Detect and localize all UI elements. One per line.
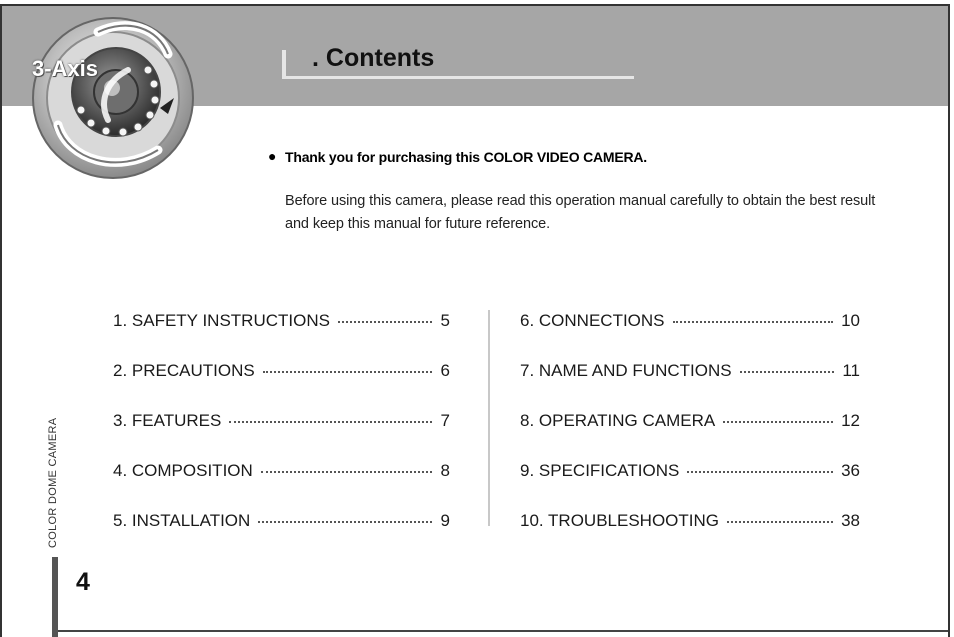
toc-entry[interactable]	[113, 356, 450, 381]
intro-bullet-icon: ●	[268, 148, 277, 164]
toc-entry-label: 8. OPERATING CAMERA	[520, 411, 716, 430]
toc-entry-label: 3. FEATURES	[113, 411, 222, 430]
toc-entry[interactable]	[113, 306, 450, 331]
toc-entry-label: 7. NAME AND FUNCTIONS	[520, 361, 732, 380]
logo-label: 3-Axis	[32, 56, 99, 81]
toc-entry[interactable]	[113, 506, 450, 531]
toc-entry-label: 6. CONNECTIONS	[520, 311, 665, 330]
page-number: 4	[76, 568, 90, 596]
toc-leader-dots	[687, 471, 833, 473]
three-axis-camera-logo-icon	[28, 10, 198, 180]
page-title-block	[282, 46, 634, 78]
toc-entry-label: 10. TROUBLESHOOTING	[520, 511, 720, 530]
toc-entry-page: 6	[440, 361, 450, 380]
intro-paragraph: Before using this camera, please read this operation manual carefully to obtain the best result and keep this manual for future reference.	[285, 193, 876, 232]
toc-entry-page: 5	[440, 311, 450, 330]
frame-right-border	[948, 4, 950, 637]
toc-leader-dots	[740, 371, 835, 373]
toc-entry-page: 12	[841, 411, 860, 430]
toc-right-column	[520, 306, 860, 556]
toc-entry-page: 9	[440, 511, 450, 530]
toc-leader-dots	[338, 321, 432, 323]
toc-entry-page: 11	[842, 361, 860, 380]
toc-column-divider	[488, 310, 490, 526]
toc-left-column	[113, 306, 450, 556]
toc-entry[interactable]	[520, 506, 860, 531]
toc-leader-dots	[673, 321, 834, 323]
toc-entry[interactable]	[113, 456, 450, 481]
toc-leader-dots	[263, 371, 432, 373]
toc-entry-label: 9. SPECIFICATIONS	[520, 461, 680, 480]
toc-entry-label: 5. INSTALLATION	[113, 511, 251, 530]
toc-leader-dots	[229, 421, 432, 423]
toc-entry-page: 7	[440, 411, 450, 430]
toc-leader-dots	[727, 521, 833, 523]
toc-entry[interactable]	[113, 406, 450, 431]
toc-entry[interactable]	[520, 356, 860, 381]
intro-heading: Thank you for purchasing this COLOR VIDEO CAMERA.	[285, 149, 647, 165]
toc-entry[interactable]	[520, 456, 860, 481]
title-underline	[282, 76, 634, 79]
toc-entry-label: 4. COMPOSITION	[113, 461, 253, 480]
toc-entry[interactable]	[520, 306, 860, 331]
toc-leader-dots	[723, 421, 833, 423]
toc-entry-label: 1. SAFETY INSTRUCTIONS	[113, 311, 330, 330]
toc-entry[interactable]	[520, 406, 860, 431]
toc-entry-label: 2. PRECAUTIONS	[113, 361, 255, 380]
toc-entry-page: 36	[841, 461, 860, 480]
toc-entry-page: 38	[841, 511, 860, 530]
toc-leader-dots	[258, 521, 432, 523]
page-title: . Contents	[312, 44, 435, 72]
bottom-rule	[58, 630, 948, 632]
title-bracket	[282, 50, 286, 78]
side-product-label: COLOR DOME CAMERA	[47, 417, 59, 548]
toc-leader-dots	[261, 471, 432, 473]
toc-entry-page: 10	[841, 311, 860, 330]
toc-entry-page: 8	[440, 461, 450, 480]
side-accent-bar	[52, 557, 58, 637]
